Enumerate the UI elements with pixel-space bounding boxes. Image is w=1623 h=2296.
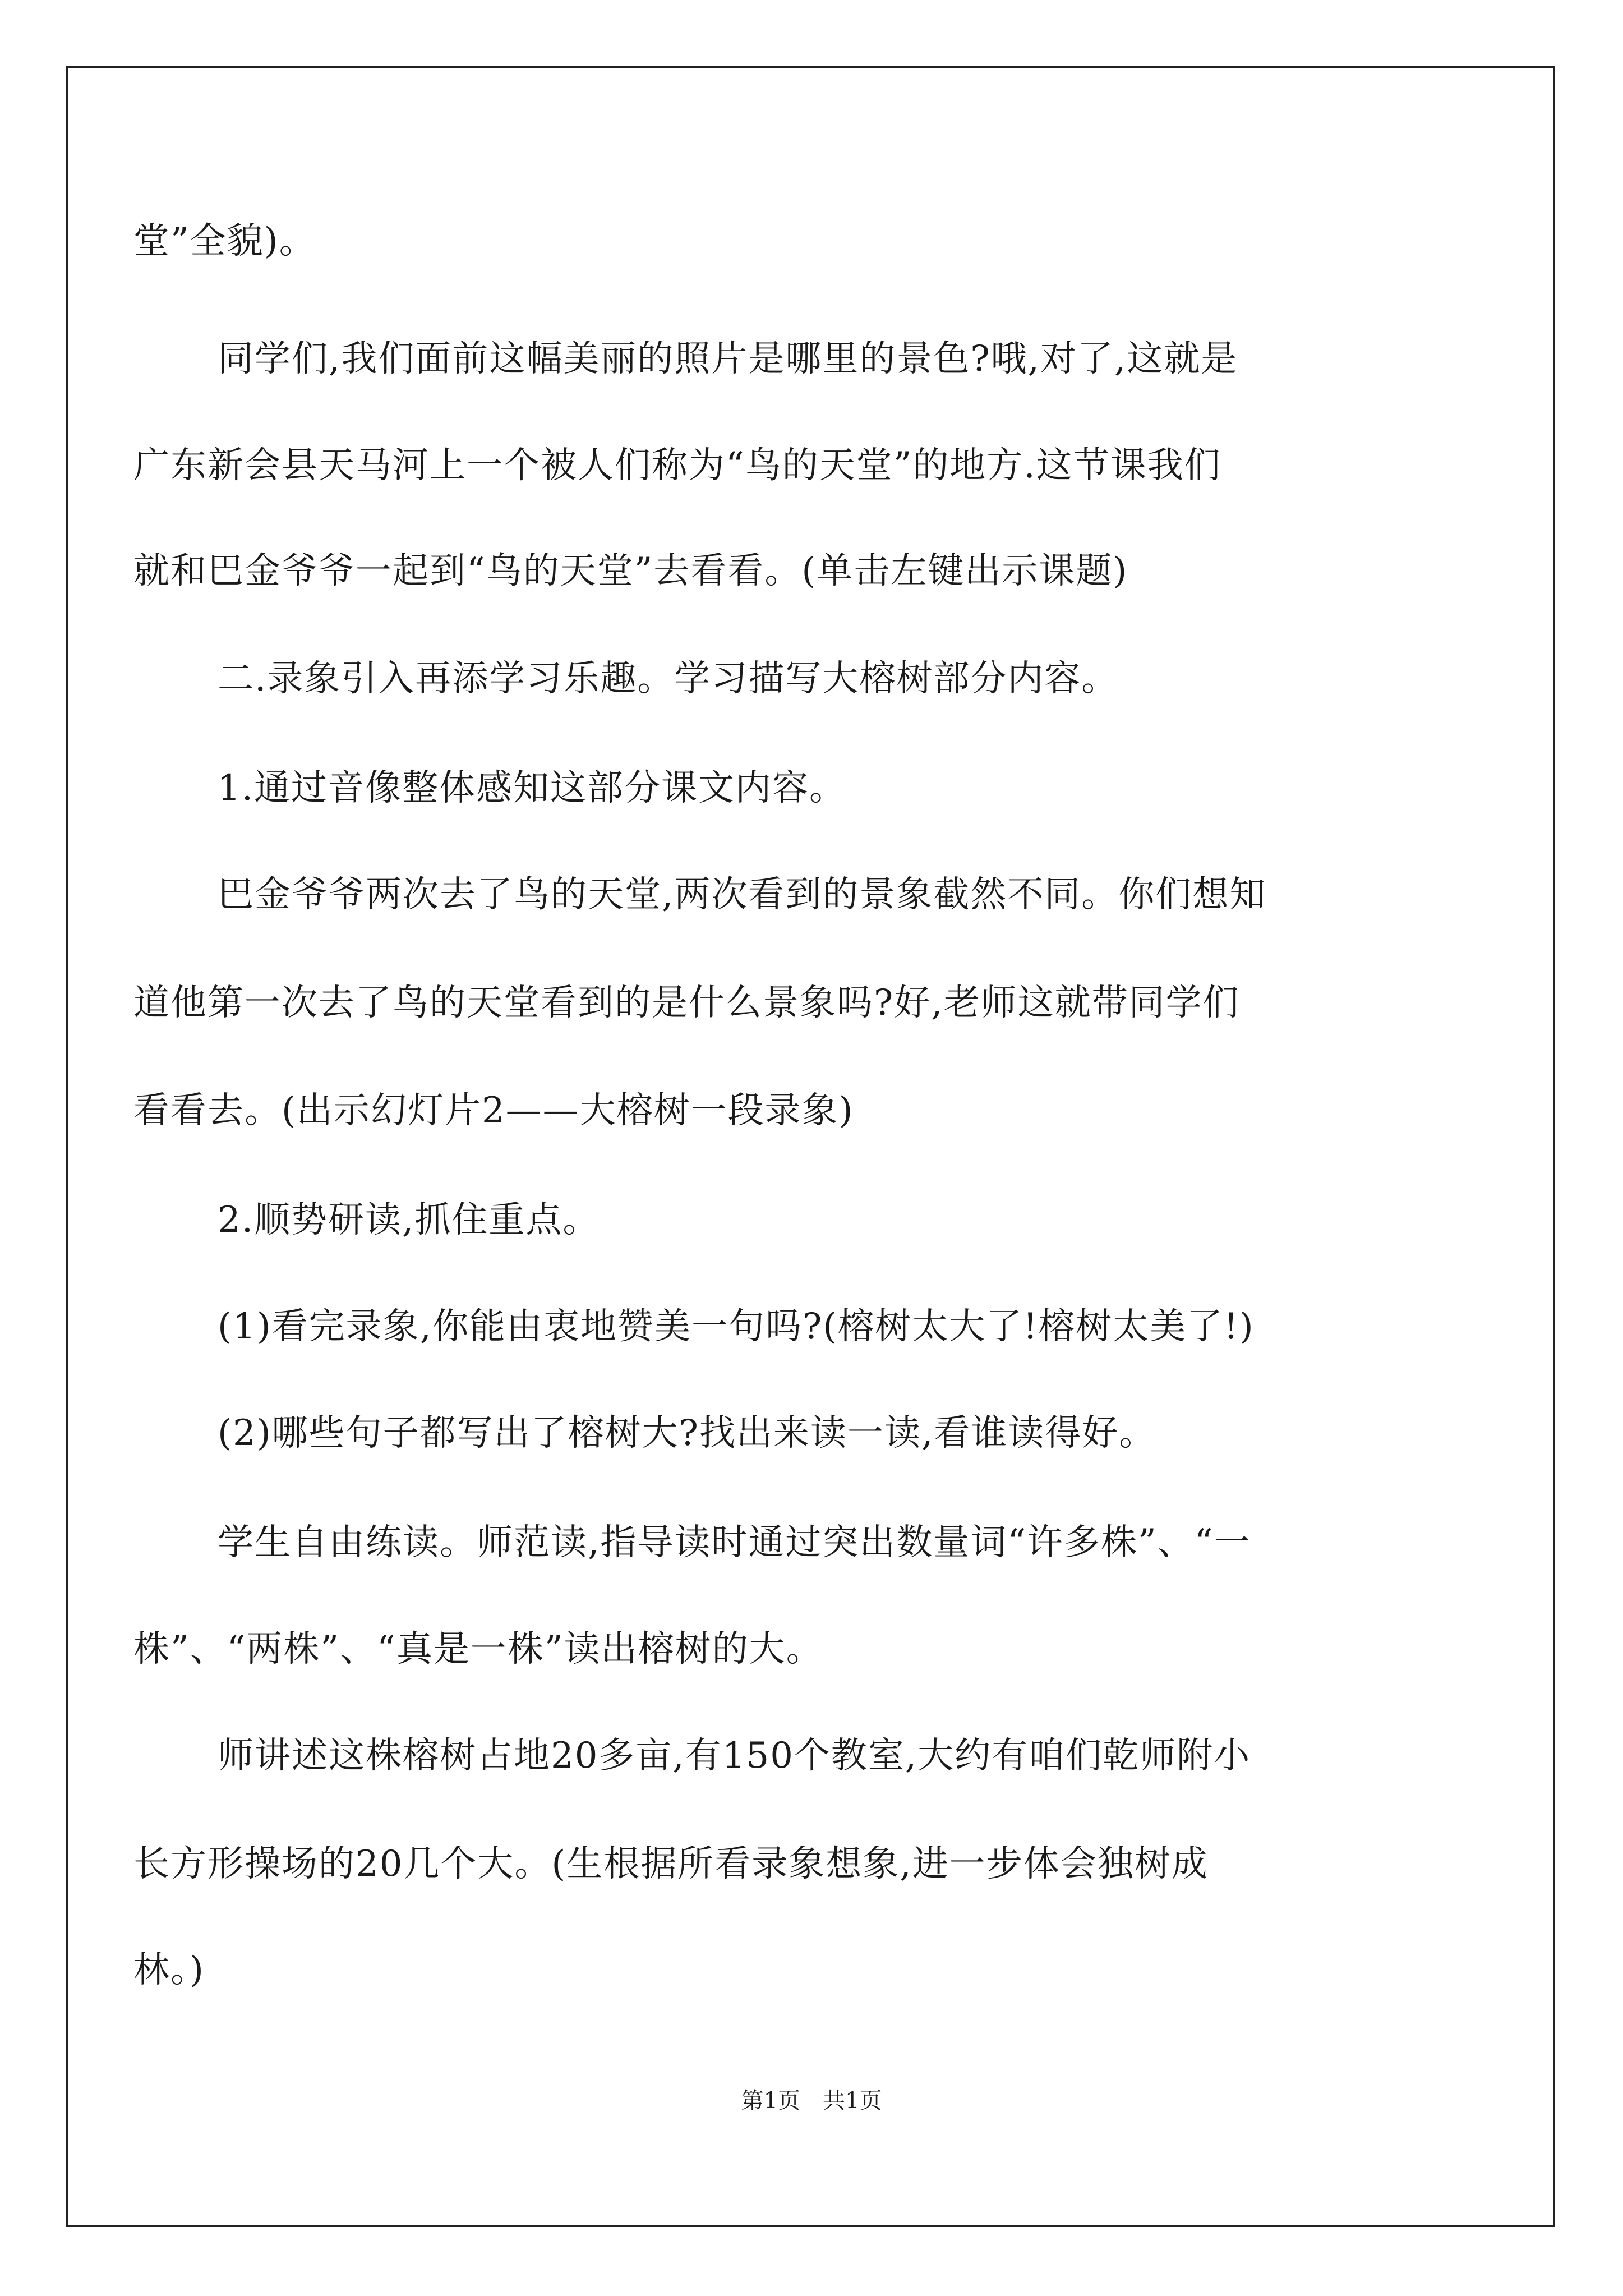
text-line: 道他第一次去了鸟的天堂看到的是什么景象吗?好,老师这就带同学们 xyxy=(133,982,1240,1024)
text-line: 同学们,我们面前这幅美丽的照片是哪里的景色?哦,对了,这就是 xyxy=(218,338,1238,380)
text-line: 株”、“两株”、“真是一株”读出榕树的大。 xyxy=(133,1628,823,1670)
text-line: 广东新会县天马河上一个被人们称为“鸟的天堂”的地方.这节课我们 xyxy=(133,445,1221,486)
page-total: 共1页 xyxy=(823,2088,882,2114)
page-footer xyxy=(0,2087,1623,2115)
page-border xyxy=(66,66,1555,2227)
text-line: 就和巴金爷爷一起到“鸟的天堂”去看看。(单击左键出示课题) xyxy=(133,550,1128,592)
text-line: (1)看完录象,你能由衷地赞美一句吗?(榕树太大了!榕树太美了!) xyxy=(218,1306,1255,1347)
text-line: 巴金爷爷两次去了鸟的天堂,两次看到的景象截然不同。你们想知 xyxy=(218,874,1267,915)
text-line: 看看去。(出示幻灯片2——大榕树一段录象) xyxy=(133,1090,854,1131)
text-line: 2.顺势研读,抓住重点。 xyxy=(218,1199,600,1241)
text-line: 堂”全貌)。 xyxy=(133,220,316,262)
page-number: 第1页 xyxy=(741,2088,800,2114)
text-line: 林。) xyxy=(133,1949,205,1991)
text-line: 师讲述这株榕树占地20多亩,有150个教室,大约有咱们乾师附小 xyxy=(218,1735,1251,1777)
text-line: (2)哪些句子都写出了榕树大?找出来读一读,看谁读得好。 xyxy=(218,1412,1156,1454)
text-line: 学生自由练读。师范读,指导读时通过突出数量词“许多株”、“一 xyxy=(218,1522,1251,1563)
text-line: 长方形操场的20几个大。(生根据所看录象想象,进一步体会独树成 xyxy=(133,1843,1209,1885)
text-line: 1.通过音像整体感知这部分课文内容。 xyxy=(218,767,847,809)
text-line: 二.录象引入再添学习乐趣。学习描写大榕树部分内容。 xyxy=(218,658,1119,700)
